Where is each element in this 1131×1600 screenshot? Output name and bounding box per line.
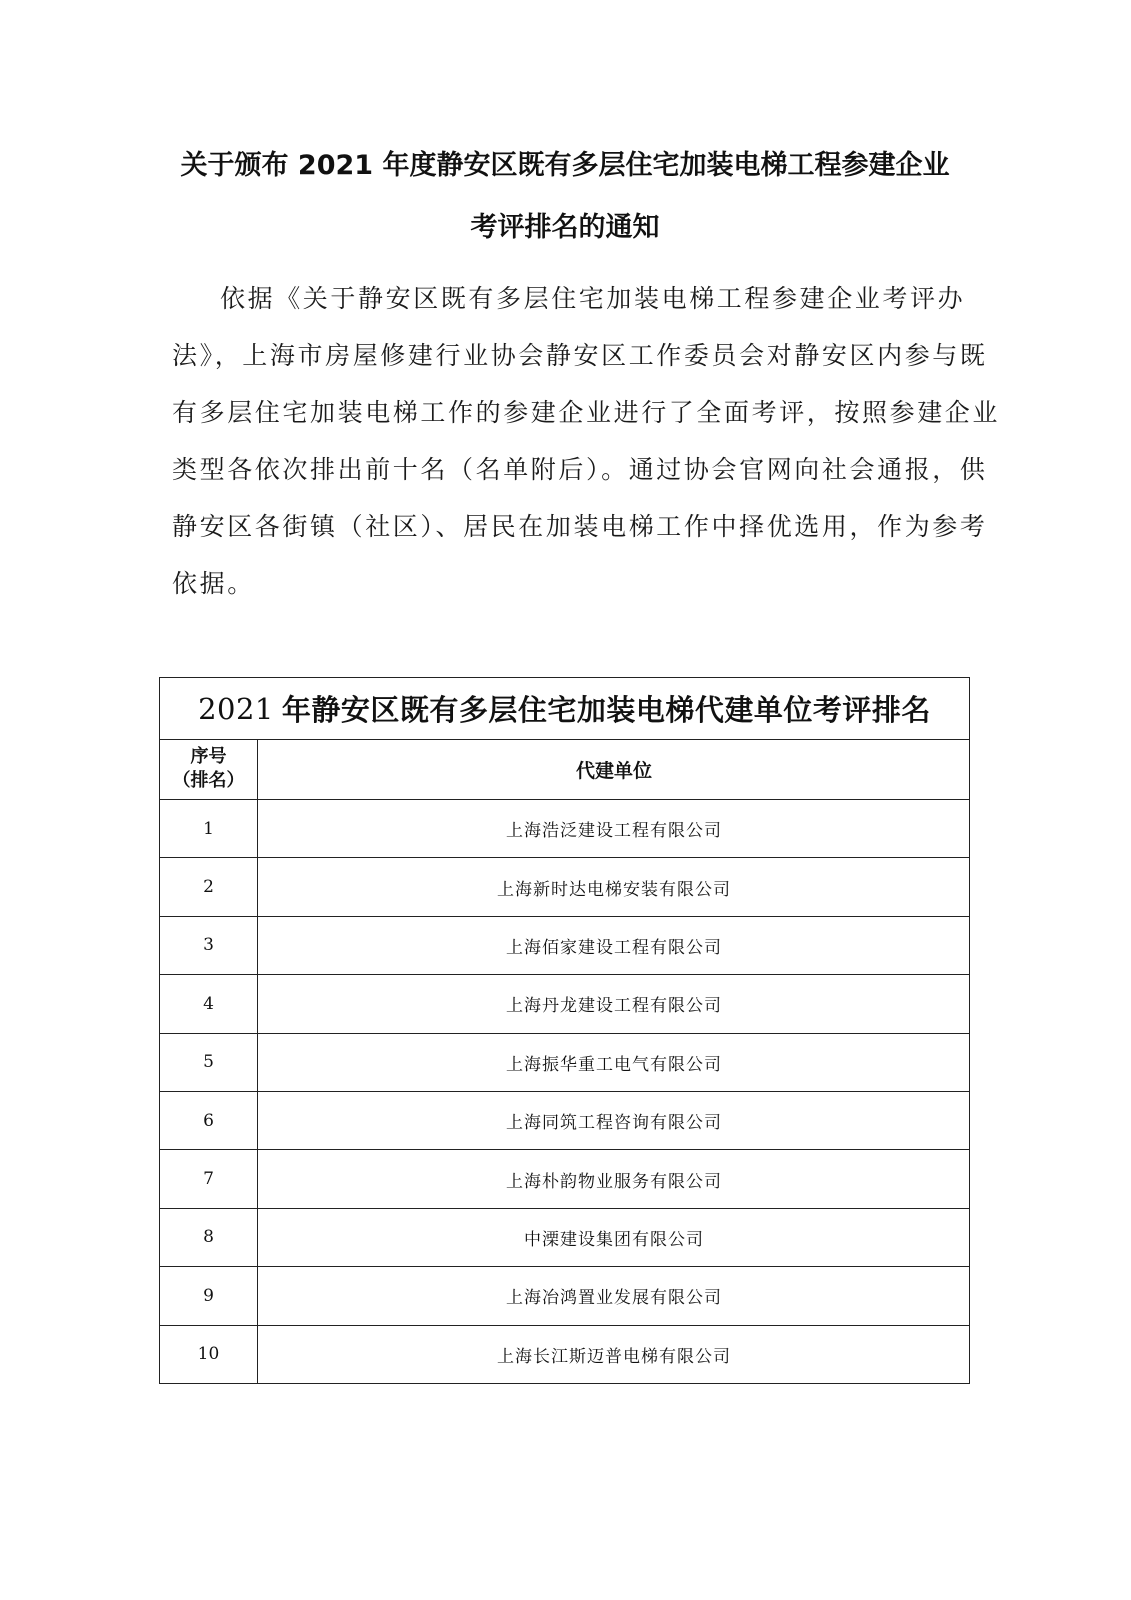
rank-cell: 2 — [203, 877, 214, 898]
body-paragraph-line: 类型各依次排出前十名（名单附后）。通过协会官网向社会通报，供 — [172, 455, 988, 484]
table-row — [160, 1033, 969, 1091]
unit-cell: 上海浩泛建设工程有限公司 — [506, 821, 722, 842]
table-row — [160, 916, 969, 974]
unit-cell: 上海丹龙建设工程有限公司 — [506, 996, 722, 1017]
table-row — [160, 1325, 969, 1383]
rank-cell: 4 — [203, 993, 214, 1014]
body-paragraph-line: 依据。 — [172, 569, 255, 598]
rank-cell: 10 — [197, 1344, 220, 1365]
table-row — [160, 1149, 969, 1207]
rank-cell: 9 — [203, 1285, 214, 1306]
body-paragraph-line: 依据《关于静安区既有多层住宅加装电梯工程参建企业考评办 — [220, 284, 966, 313]
header-rank-line1: 序号 — [190, 746, 227, 767]
body-paragraph-line: 有多层住宅加装电梯工作的参建企业进行了全面考评，按照参建企业 — [172, 398, 1001, 427]
notice-title-line1: 关于颁布 2021 年度静安区既有多层住宅加装电梯工程参建企业 — [180, 150, 950, 181]
rank-cell: 1 — [203, 818, 214, 839]
header-unit: 代建单位 — [575, 759, 652, 782]
ranking-table — [159, 677, 970, 1384]
body-paragraph-line: 静安区各街镇（社区）、居民在加装电梯工作中择优选用，作为参考 — [172, 512, 988, 541]
table-header-row — [160, 739, 969, 799]
header-rank-line2: （排名） — [172, 770, 245, 791]
unit-cell: 上海振华重工电气有限公司 — [506, 1054, 722, 1075]
table-row — [160, 1266, 969, 1324]
table-row — [160, 857, 969, 915]
table-title-text: 年静安区既有多层住宅加装电梯代建单位考评排名 — [281, 693, 931, 727]
unit-cell: 中溧建设集团有限公司 — [524, 1229, 704, 1250]
unit-cell: 上海佰家建设工程有限公司 — [506, 937, 722, 958]
rank-cell: 6 — [203, 1110, 214, 1131]
table-row — [160, 799, 969, 857]
rank-cell: 5 — [203, 1052, 214, 1073]
unit-cell: 上海朴韵物业服务有限公司 — [506, 1171, 722, 1192]
unit-cell: 上海新时达电梯安装有限公司 — [497, 879, 731, 900]
rank-cell: 8 — [203, 1227, 214, 1248]
table-title-year: 2021 — [198, 691, 274, 726]
table-title — [160, 678, 969, 740]
notice-title-line2: 考评排名的通知 — [470, 212, 660, 243]
unit-cell: 上海同筑工程咨询有限公司 — [506, 1113, 722, 1134]
table-row — [160, 974, 969, 1032]
table-row — [160, 1091, 969, 1149]
rank-cell: 3 — [203, 935, 214, 956]
header-rank — [160, 739, 257, 799]
rank-cell: 7 — [203, 1169, 214, 1190]
table-row — [160, 1208, 969, 1266]
unit-cell: 上海冶鸿置业发展有限公司 — [506, 1288, 722, 1309]
unit-cell: 上海长江斯迈普电梯有限公司 — [497, 1346, 731, 1367]
body-paragraph-line: 法》，上海市房屋修建行业协会静安区工作委员会对静安区内参与既 — [172, 341, 988, 370]
